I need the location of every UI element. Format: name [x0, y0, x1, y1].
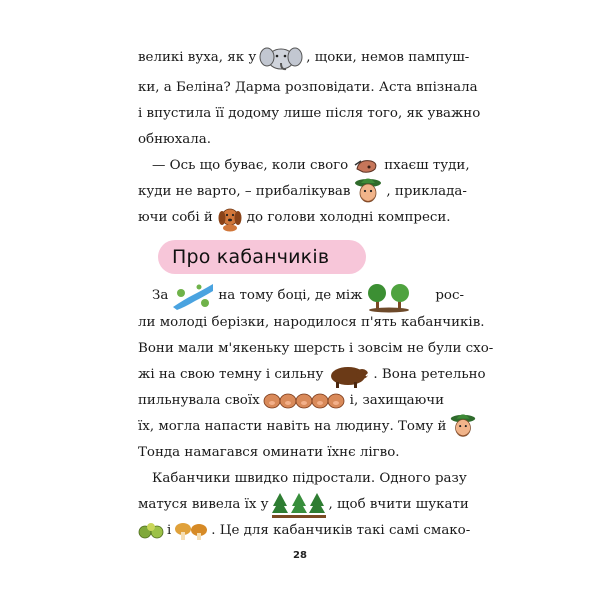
- p1-line-3: і впустила її додому лише після того, як уважно: [138, 106, 481, 121]
- p2-l1-text-a: — Ось що буває, коли свого: [152, 158, 349, 173]
- p3-line-3: Вони мали м'якеньку шерсть і зовсім не були схо-: [138, 341, 494, 356]
- p2-line-2: [138, 182, 467, 202]
- p3-l4-text-a: жі на свою темну і сильну: [138, 367, 324, 382]
- forest-icon: [272, 491, 326, 519]
- p2-l3-text-b: до голови холодні компреси.: [246, 210, 451, 225]
- p3-line-2: ли молоді берізки, народилося п'ять кабанчиків.: [138, 315, 485, 330]
- p2-l1-text-b: пхаєш туди,: [384, 158, 470, 173]
- boar-icon: [326, 361, 370, 389]
- p4-l2-text-a: матуся вивела їх у: [138, 497, 269, 512]
- elephant-icon: [259, 45, 303, 71]
- p3-l5-text-a: пильнувала своїх: [138, 393, 260, 408]
- p2-line-3: [138, 208, 464, 228]
- p4-l3-text-b: . Це для кабанчиків такі самі смако-: [211, 523, 471, 538]
- p3-line-6: [138, 417, 464, 437]
- p1-line-4: обнюхала.: [138, 132, 211, 147]
- p3-line-5: [138, 391, 464, 411]
- nose-icon: [351, 155, 381, 177]
- p4-line-1: Кабанчики швидко підростали. Одного разу: [152, 471, 467, 486]
- p1-l1-text-b: , щоки, немов пампуш-: [306, 50, 470, 65]
- section-heading: Про кабанчиків: [172, 246, 330, 268]
- p1-line-2: ки, а Беліна? Дарма розповідати. Аста впізнала: [138, 80, 478, 95]
- p4-l2-text-b: , щоб вчити шукати: [328, 497, 469, 512]
- piglets-icon: [263, 390, 347, 412]
- river-icon: [171, 281, 215, 311]
- p3-l5-text-b: і, захищаючи: [349, 393, 445, 408]
- p3-line-1: [138, 286, 464, 306]
- mushrooms-icon: [174, 520, 208, 542]
- p3-l6-text: їх, могла напасти навіть на людину. Тому й: [138, 419, 447, 434]
- p3-l1-text-a: За: [152, 288, 169, 303]
- p3-line-7: Тонда намагався оминати їхнє лігво.: [138, 445, 400, 460]
- p3-l1-text-c: рос-: [435, 288, 464, 303]
- p1-line-1: [138, 48, 470, 68]
- p2-l2-text-a: куди не варто, – прибалікував: [138, 184, 351, 199]
- p2-l3-text-a: ючи собі й: [138, 210, 213, 225]
- p4-line-2: [138, 495, 469, 515]
- p3-l1-text-b: на тому боці, де між: [218, 288, 363, 303]
- dog-icon: [216, 204, 244, 232]
- ranger-icon-2: [449, 411, 477, 443]
- p2-l2-text-b: , приклада-: [386, 184, 467, 199]
- p4-line-3: [138, 521, 471, 541]
- p3-l4-text-b: . Вона ретельно: [373, 367, 486, 382]
- p4-l3-text-a: і: [167, 523, 172, 538]
- ranger-icon: [353, 175, 383, 209]
- p3-line-4: [138, 365, 486, 385]
- trees-icon: [366, 279, 412, 313]
- page-number: 28: [293, 550, 307, 561]
- acorns-icon: [138, 521, 164, 541]
- p1-l1-text-a: великі вуха, як у: [138, 50, 257, 65]
- p2-line-1: [138, 156, 470, 176]
